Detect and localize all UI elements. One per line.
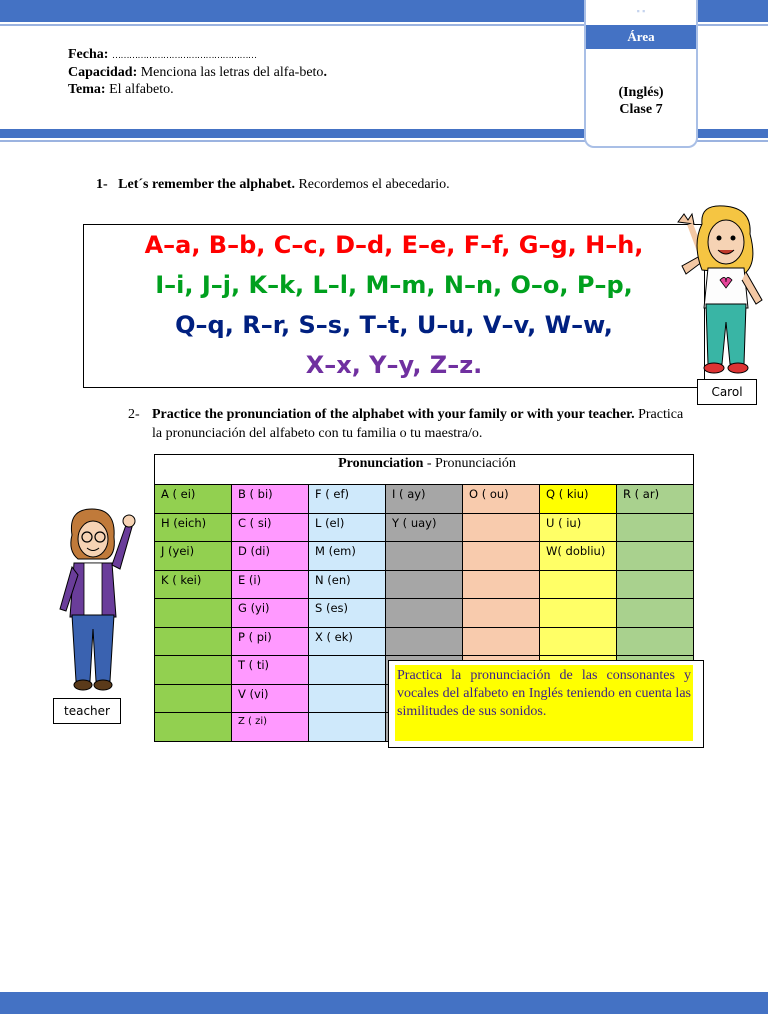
alphabet-line: Q–q, R–r, S–s, T–t, U–u, V–v, W–w,	[175, 311, 613, 339]
table-row	[155, 627, 694, 656]
table-cell: U ( iu)	[540, 513, 617, 542]
class-label: Clase 7	[619, 102, 663, 117]
table-title	[155, 455, 694, 485]
table-cell	[386, 599, 463, 628]
table-cell: D (di)	[232, 542, 309, 571]
table-title-rest: - Pronunciación	[423, 456, 516, 471]
section1-heading	[96, 177, 450, 193]
table-cell: F ( ef)	[309, 485, 386, 514]
table-cell: Y ( uay)	[386, 513, 463, 542]
table-cell: L (el)	[309, 513, 386, 542]
table-title-bold: Pronunciation	[338, 456, 424, 471]
table-cell: O ( ou)	[463, 485, 540, 514]
area-title: Área	[586, 25, 696, 49]
table-cell: A ( ei)	[155, 485, 232, 514]
area-box	[584, 0, 698, 148]
table-cell	[463, 627, 540, 656]
section1-title: Let´s remember the alphabet.	[118, 177, 295, 192]
table-cell	[155, 684, 232, 713]
girl-label: Carol	[697, 379, 757, 405]
table-cell	[617, 513, 694, 542]
alphabet-box	[83, 224, 705, 388]
table-cell	[617, 599, 694, 628]
table-row	[155, 485, 694, 514]
table-cell	[617, 570, 694, 599]
table-cell: T ( ti)	[232, 656, 309, 685]
table-cell: M (em)	[309, 542, 386, 571]
class-info	[586, 84, 696, 118]
table-cell	[463, 570, 540, 599]
fecha-label: Fecha:	[68, 47, 109, 62]
table-cell	[309, 656, 386, 685]
table-cell: W( dobliu)	[540, 542, 617, 571]
table-cell: R ( ar)	[617, 485, 694, 514]
table-cell: E (i)	[232, 570, 309, 599]
table-cell	[155, 713, 232, 742]
table-cell: Q ( kiu)	[540, 485, 617, 514]
table-cell	[155, 599, 232, 628]
section2-title: Practice the pronunciation of the alphabet with your family or with your teacher.	[152, 407, 635, 422]
table-cell: X ( ek)	[309, 627, 386, 656]
fecha-row	[68, 46, 338, 64]
girl-illustration	[672, 204, 768, 376]
table-cell: C ( si)	[232, 513, 309, 542]
dot: .	[323, 65, 327, 80]
teacher-illustration	[50, 505, 150, 695]
note-box	[388, 660, 704, 748]
table-cell	[155, 656, 232, 685]
alphabet-line: I–i, J–j, K–k, L–l, M–m, N–n, O–o, P–p,	[155, 271, 633, 299]
capacidad-row	[68, 64, 338, 98]
section2-text	[152, 405, 688, 443]
table-cell: J (yei)	[155, 542, 232, 571]
alphabet-line: A–a, B–b, C–c, D–d, E–e, F–f, G–g, H–h,	[144, 231, 644, 259]
table-row	[155, 513, 694, 542]
table-cell	[386, 570, 463, 599]
table-cell: H (eich)	[155, 513, 232, 542]
capacidad-text: Menciona las letras del alfa-beto	[140, 65, 324, 80]
table-cell	[463, 542, 540, 571]
table-cell	[309, 684, 386, 713]
section1-number: 1-	[96, 177, 108, 192]
table-cell	[617, 542, 694, 571]
table-cell: G (yi)	[232, 599, 309, 628]
table-cell: Z ( zi)	[232, 713, 309, 742]
section1-subtitle: Recordemos el abecedario.	[298, 177, 450, 192]
teacher-label: teacher	[53, 698, 121, 724]
fecha-value: ……………………………………………	[111, 50, 257, 60]
tema-label: Tema:	[68, 82, 106, 97]
header-info	[68, 46, 338, 98]
table-cell	[309, 713, 386, 742]
section2-subtitle: Practica la pronunciación del alfabeto con tu familia o tu maestra/o.	[152, 407, 684, 441]
table-cell	[155, 627, 232, 656]
table-cell: I ( ay)	[386, 485, 463, 514]
table-cell	[540, 570, 617, 599]
note-text: Practica la pronunciación de las consonantes y vocales del alfabeto en Inglés teniendo en cuenta las similitudes de sus sonidos.	[395, 665, 693, 741]
table-cell: B ( bi)	[232, 485, 309, 514]
table-cell: K ( kei)	[155, 570, 232, 599]
table-cell	[463, 513, 540, 542]
table-cell	[386, 627, 463, 656]
table-cell	[463, 599, 540, 628]
subject-label: (Inglés)	[618, 85, 664, 100]
capacidad-label: Capacidad:	[68, 65, 138, 80]
table-cell: N (en)	[309, 570, 386, 599]
table-row	[155, 599, 694, 628]
area-dots: ▪ ▪	[636, 6, 646, 16]
table-row	[155, 570, 694, 599]
table-cell	[386, 542, 463, 571]
table-cell: S (es)	[309, 599, 386, 628]
table-cell	[540, 599, 617, 628]
tema-text: El alfabeto.	[109, 82, 174, 97]
table-row	[155, 542, 694, 571]
section2-number: 2-	[128, 407, 140, 422]
table-cell: V (vi)	[232, 684, 309, 713]
alphabet-line: X–x, Y–y, Z–z.	[305, 351, 483, 379]
table-cell	[540, 627, 617, 656]
footer-band	[0, 992, 768, 1014]
table-cell: P ( pi)	[232, 627, 309, 656]
table-cell	[617, 627, 694, 656]
